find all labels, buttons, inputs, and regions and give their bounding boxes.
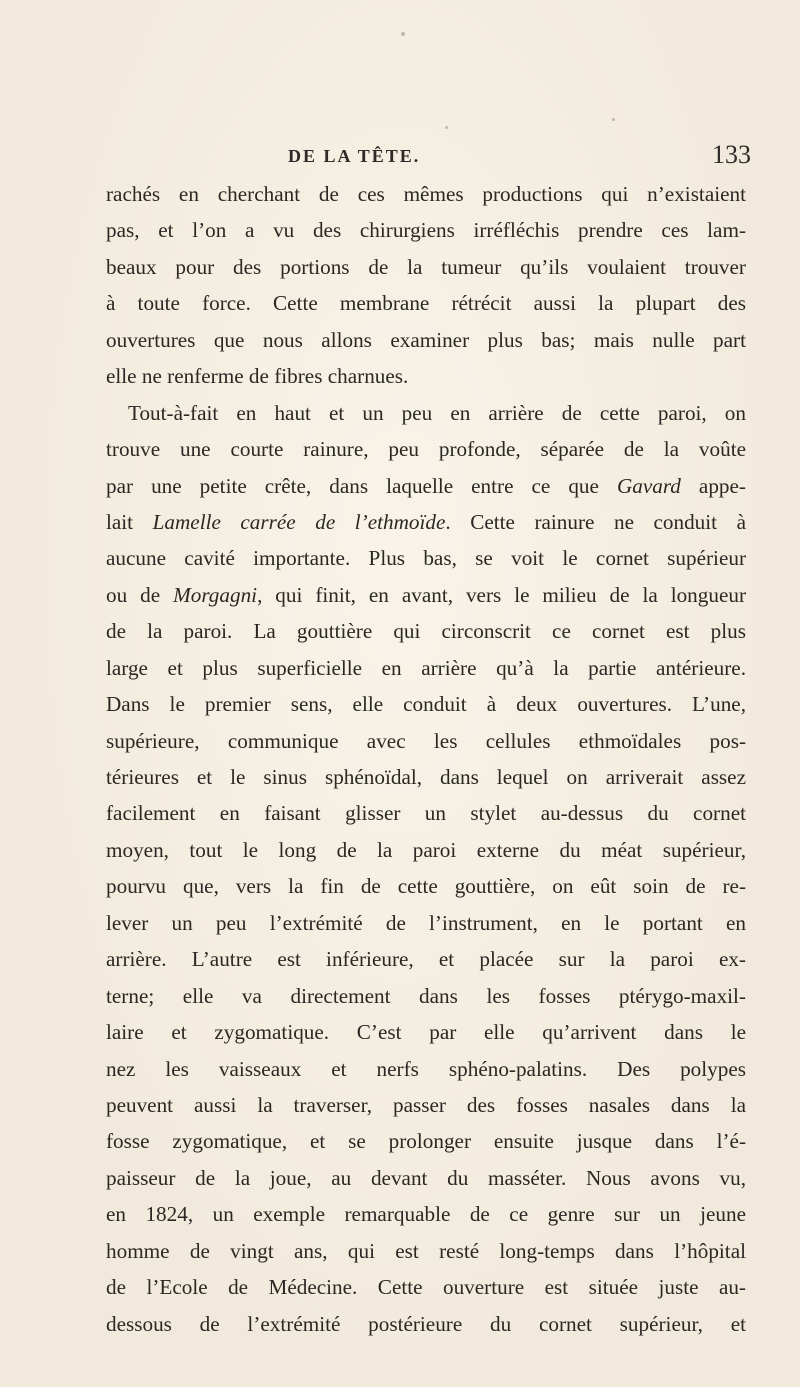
text-segment: peuvent aussi la traverser, passer des fosses nasales dans la: [106, 1092, 746, 1117]
text-segment: aucune cavité importante. Plus bas, se voit le cornet supérieur: [106, 546, 746, 571]
text-line: [106, 1087, 746, 1123]
text-segment: pourvu que, vers la fin de cette gouttière, on eût soin de re-: [106, 874, 746, 899]
text-segment: en 1824, un exemple remarquable de ce genre sur un jeune: [106, 1202, 746, 1227]
text-segment: rachés en cherchant de ces mêmes productions qui n’existaient: [106, 182, 746, 206]
text-segment: lever un peu l’extrémité de l’instrument, en le portant en: [106, 910, 746, 935]
page-number: 133: [712, 140, 751, 169]
text-line: [106, 832, 746, 868]
text-line: [106, 431, 746, 467]
text-segment: homme de vingt ans, qui est resté long-temps dans l’hôpital: [106, 1238, 746, 1263]
italic-name: Gavard: [616, 473, 681, 498]
text-line: [106, 577, 746, 613]
text-line: [106, 941, 746, 977]
text-segment: elle ne renferme de fibres charnues.: [106, 364, 409, 389]
paper-speck: [445, 126, 448, 129]
text-line: [106, 759, 746, 795]
text-line: [106, 1051, 746, 1087]
text-line: [106, 613, 746, 649]
text-segment: par une petite crête, dans laquelle entre ce que: [106, 473, 617, 498]
text-segment: dessous de l’extrémité postérieure du cornet supérieur, et: [106, 1311, 746, 1336]
italic-name: Morgagni: [173, 582, 258, 607]
text-segment: de l’Ecole de Médecine. Cette ouverture est située juste au-: [106, 1275, 746, 1300]
text-line: [106, 1269, 746, 1305]
text-line: [106, 285, 746, 321]
text-segment: Dans le premier sens, elle conduit à deux ouvertures. L’une,: [106, 692, 746, 717]
text-line: [106, 650, 746, 686]
text-segment: ou de: [106, 582, 174, 607]
text-segment: térieures et le sinus sphénoïdal, dans lequel on arriverait assez: [106, 765, 746, 789]
text-line: [106, 504, 746, 540]
text-segment: large et plus superficielle en arrière qu’à la partie antérieure.: [106, 655, 746, 680]
italic-name: Lamelle carrée de l’ethmoïde: [152, 509, 446, 534]
text-segment: ouvertures que nous allons examiner plus bas; mais nulle part: [106, 327, 746, 352]
text-segment: nez les vaisseaux et nerfs sphéno-palatins. Des polypes: [106, 1056, 746, 1081]
text-segment: pas, et l’on a vu des chirurgiens irréfléchis prendre ces lam-: [106, 218, 746, 243]
text-segment: lait: [106, 509, 153, 534]
text-line: [106, 795, 746, 831]
text-segment: arrière. L’autre est inférieure, et placée sur la paroi ex-: [106, 947, 746, 972]
text-line: [106, 176, 746, 212]
body-text: [106, 176, 746, 1342]
text-segment: , qui finit, en avant, vers le milieu de la longueur: [257, 582, 747, 607]
text-line: [106, 1160, 746, 1196]
text-segment: . Cette rainure ne conduit à: [445, 509, 746, 534]
text-line: [106, 1014, 746, 1050]
text-line: [106, 212, 746, 248]
text-line: [106, 905, 746, 941]
text-segment: beaux pour des portions de la tumeur qu’ils voulaient trouver: [106, 254, 746, 279]
text-line: [106, 322, 746, 358]
text-line: [106, 1196, 746, 1232]
text-line: [106, 358, 746, 394]
text-segment: Tout-à-fait en haut et un peu en arrière de cette paroi, on: [128, 400, 746, 425]
running-head: [0, 140, 800, 176]
text-line: [106, 395, 746, 431]
paper-speck: [401, 32, 405, 36]
text-segment: fosse zygomatique, et se prolonger ensuite jusque dans l’é-: [106, 1129, 746, 1154]
text-segment: appe-: [680, 473, 746, 498]
text-segment: de la paroi. La gouttière qui circonscrit ce cornet est plus: [106, 619, 746, 644]
text-line: [106, 1123, 746, 1159]
text-segment: trouve une courte rainure, peu profonde, séparée de la voûte: [106, 437, 746, 462]
text-segment: paisseur de la joue, au devant du masséter. Nous avons vu,: [106, 1165, 746, 1190]
text-line: [106, 1233, 746, 1269]
text-segment: facilement en faisant glisser un stylet au-dessus du cornet: [106, 801, 746, 826]
text-line: [106, 1306, 746, 1342]
text-line: [106, 540, 746, 576]
text-line: [106, 468, 746, 504]
running-title: DE LA TÊTE.: [288, 146, 421, 166]
text-segment: à toute force. Cette membrane rétrécit aussi la plupart des: [106, 291, 746, 316]
paper-speck: [612, 118, 615, 121]
text-line: [106, 686, 746, 722]
text-segment: terne; elle va directement dans les fosses ptérygo-maxil-: [106, 983, 746, 1008]
text-line: [106, 978, 746, 1014]
text-line: [106, 723, 746, 759]
text-segment: moyen, tout le long de la paroi externe du méat supérieur,: [106, 837, 746, 862]
text-segment: supérieure, communique avec les cellules ethmoïdales pos-: [106, 728, 746, 753]
text-line: [106, 249, 746, 285]
text-segment: laire et zygomatique. C’est par elle qu’arrivent dans le: [106, 1020, 746, 1045]
text-line: [106, 868, 746, 904]
